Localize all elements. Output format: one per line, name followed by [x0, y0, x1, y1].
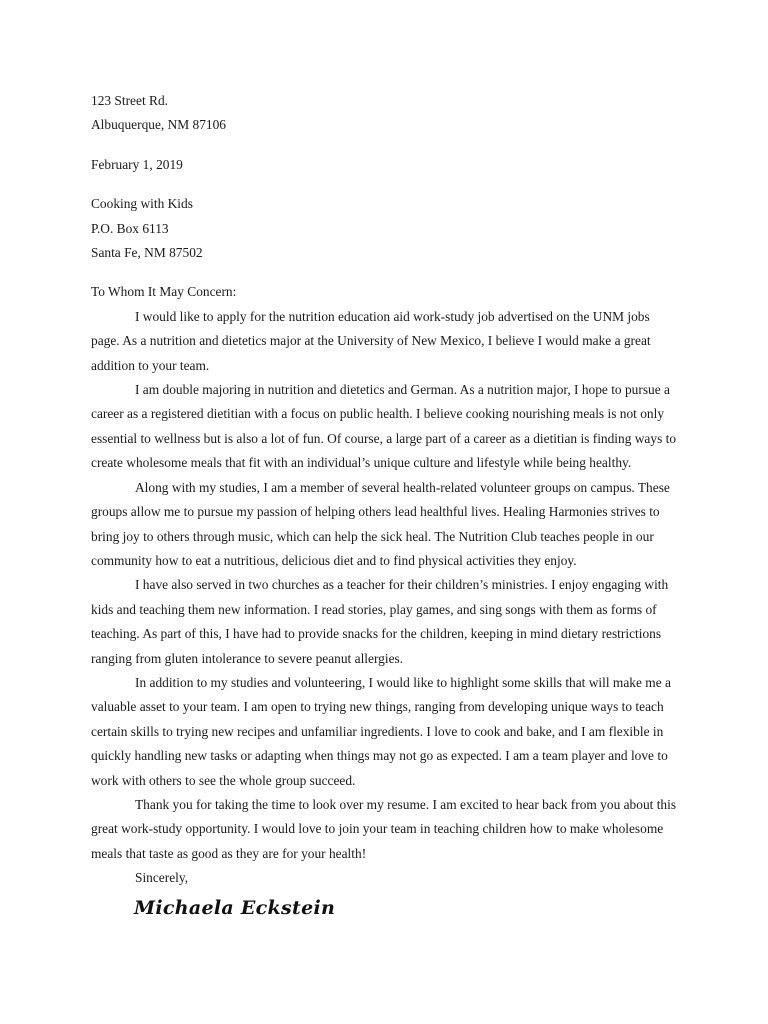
- sender-street: 123 Street Rd.: [91, 93, 168, 108]
- body-paragraph-4: I have also served in two churches as a teacher for their children’s ministries. I enjoy engaging with kids and teaching them new information. I read stories, play games, and sing songs with them as forms of teaching. As part of this, I have had to provide snacks for the children, keeping in mind dietary restrictions ranging from gluten intolerance to severe peanut allergies.: [91, 577, 669, 666]
- body-paragraph-6: Thank you for taking the time to look over my resume. I am excited to hear back from you about this great work-study opportunity. I would love to join your team in teaching children how to make wholesome meals that taste as good as they are for your health!: [91, 796, 677, 861]
- sender-city-state-zip: Albuquerque, NM 87106: [91, 117, 227, 133]
- recipient-name: Cooking with Kids: [91, 196, 193, 212]
- salutation: To Whom It May Concern:: [91, 284, 237, 300]
- closing: Sincerely,: [135, 870, 189, 886]
- recipient-po-box: P.O. Box 6113: [91, 220, 169, 236]
- recipient-address: [91, 192, 679, 265]
- recipient-city-state-zip: Santa Fe, NM 87502: [91, 245, 203, 261]
- signature: Michaela Eckstein: [134, 896, 336, 919]
- body-paragraph-2: I am double majoring in nutrition and dietetics and German. As a nutrition major, I hope to pursue a career as a registered dietitian with a focus on public health. I believe cooking nourishing meals is not only essential to wellness but is also a lot of fun. Of course, a large part of a career as a dietitian is finding ways to create wholesome meals that fit with an individual’s unique culture and lifestyle while being healthy.: [91, 382, 677, 471]
- date-text: February 1, 2019: [91, 156, 183, 172]
- letter-date: [91, 153, 679, 177]
- sender-address: [91, 89, 679, 138]
- body-paragraph-1: I would like to apply for the nutrition education aid work-study job advertised on the UNM jobs page. As a nutrition and dietetics major at the University of New Mexico, I believe I would make a great addition to your team.: [91, 308, 651, 373]
- body-paragraph-3: Along with my studies, I am a member of several health-related volunteer groups on campus. These groups allow me to pursue my passion of helping others lead healthful lives. Healing Harmonies strives to bring joy to others through music, which can help the sick heal. The Nutrition Club teaches people in our community how to eat a nutritious, delicious diet and to find physical activities they enjoy.: [91, 479, 670, 568]
- body-paragraph-5: In addition to my studies and volunteering, I would like to highlight some skills that will make me a valuable asset to your team. I am open to trying new things, ranging from developing unique ways to teach certain skills to trying new recipes and unfamiliar ingredients. I love to cook and bake, and I am flexible in quickly handling new tasks or adapting when things may not go as expected. I am a team player and love to work with others to see the whole group succeed.: [91, 674, 671, 788]
- cover-letter: [91, 89, 679, 921]
